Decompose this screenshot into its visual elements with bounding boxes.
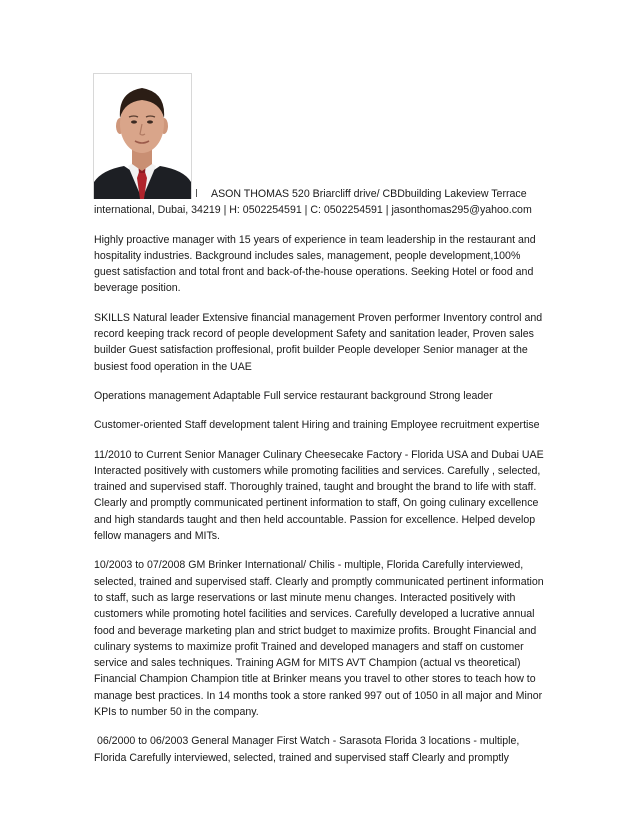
contact-header-line2: international, Dubai, 34219 | H: 0502254591 | C: 0502254591 | jasonthomas295@yahoo.com — [94, 204, 532, 217]
skills-line-customer: Customer-oriented Staff development talent Hiring and training Employee recruitment expertise — [94, 419, 540, 432]
summary-paragraph: Highly proactive manager with 15 years of experience in team leadership in the restaurant and hospitality industries. Background includes sales, management, people development,100% guest satisfaction and total front and back-of-the-house operations. Seeking Hotel or food and beverage position. — [94, 233, 536, 295]
portrait-photo-icon — [94, 74, 191, 199]
experience-first-watch: 06/2000 to 06/2003 General Manager First Watch - Sarasota Florida 3 locations - multiple, Florida Carefully interviewed, selected, trained and supervised staff Clearly and promptly — [94, 735, 523, 764]
resume-content — [94, 186, 549, 766]
profile-photo — [93, 73, 192, 199]
skills-line-operations: Operations management Adaptable Full service restaurant background Strong leader — [94, 389, 493, 402]
experience-cheesecake-factory: 11/2010 to Current Senior Manager Culinary Cheesecake Factory - Florida USA and Dubai UAE Interacted positively with customers while promoting facilities and services. Carefully , selected, trained and supervised staff. Thoroughly trained, taught and brought the brand to life with staff. Clearly and promptly communicated pertinent information to staff, On going culinary excellence and high standards taught and then held accountable. Passion for excellence. Helped develop fellow managers and MITs. — [94, 448, 544, 543]
contact-header-line1: ASON THOMAS 520 Briarcliff drive/ CBDbuilding Lakeview Terrace — [211, 188, 527, 200]
skills-paragraph: SKILLS Natural leader Extensive financial management Proven performer Inventory control and record keeping track record of people development Safety and sanitation leader, Proven sales builder Guest satisfaction proffesional, profit builder People developer Senior manager at the busiest food operation in the UAE — [94, 311, 543, 373]
experience-brinker-chilis: 10/2003 to 07/2008 GM Brinker International/ Chilis - multiple, Florida Carefully interviewed, selected, trained and supervised staff. Clearly and promptly communicated pertinent information to staff, such as large reservations or last minute menu changes. Interacted positively with customers while promoting hotel facilities and services. Carefully developed a lucrative annual food and beverage marketing plan and strict budget to maximize profits. Brought Financial and culinary systems to maximize profit Trained and developed managers and staff on customer service and sales techniques. Training AGM for MITS AVT Champion (actual vs theoretical) Financial Champion Champion title at Brinker means you travel to other stores to teach how to manage best practices. In 14 months took a store ranked 997 out of 1050 in all major and Minor KPIs to number 50 in the company. — [94, 559, 544, 719]
